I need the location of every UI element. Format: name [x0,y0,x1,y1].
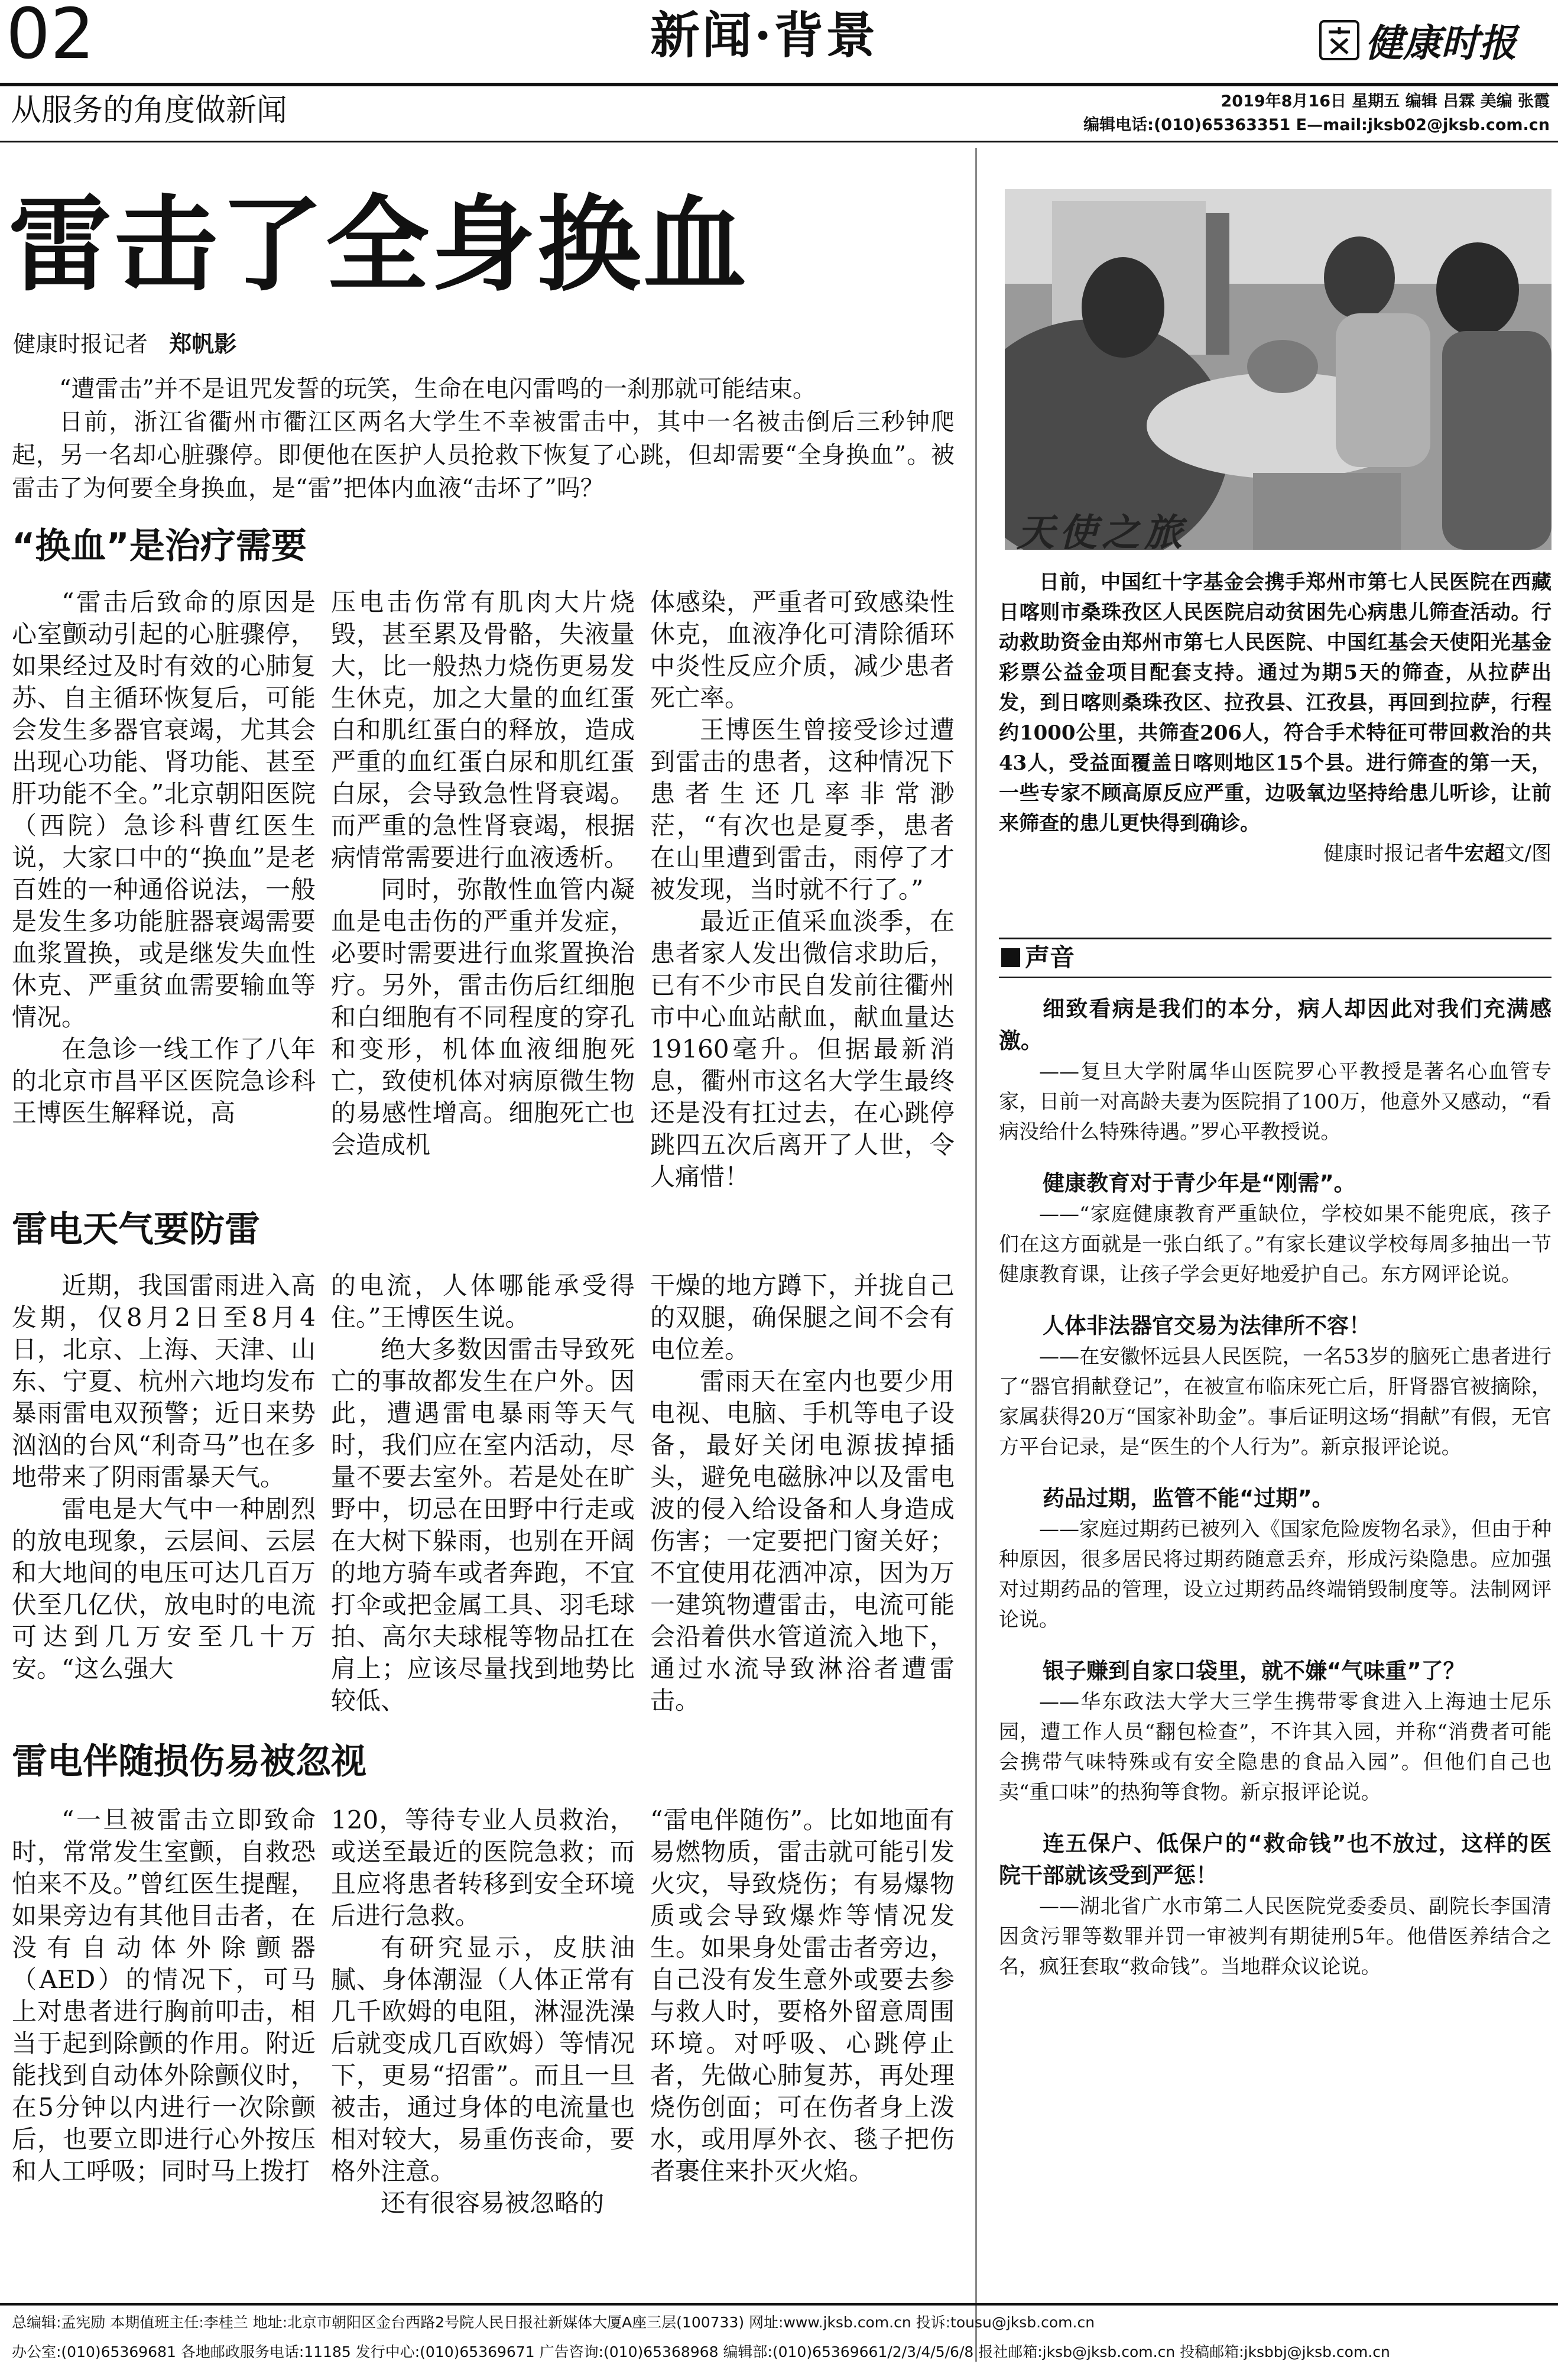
paragraph: 有研究显示，皮肤油腻、身体潮湿（人体正常有几千欧姆的电阻，淋湿洗澡后就变成几百欧姆）等情况下，更易“招雷”。而且一旦被击，通过身体的电流量也相对较大，易重伤丧命，要格外注意。 [331,1933,635,2186]
voice-body: ——华东政法大学大三学生携带零食进入上海迪士尼乐园，遭工作人员“翻包检查”，不许其入园，并称“消费者可能会携带气味特殊或有安全隐患的食品入园”。但他们自己也卖“重口味”的热狗等食物。新京报评论说。 [999,1690,1551,1804]
article-column [12,1270,316,1685]
voices-square-icon [1001,948,1020,967]
paragraph: “雷电伴随伤”。比如地面有易燃物质，雷击就可能引发火灾，导致烧伤；有易爆物质或会导致爆炸等情况发生。如果身处雷击者旁边，自己没有发生意外或要去参与救人时，要格外留意周围环境。对呼吸、心跳停止者，先做心肺复苏，再处理烧伤创面；可在伤者身上泼水，或用厚外衣、毯子把伤者裹住来扑灭火焰。 [650,1805,955,2186]
photo-credit [999,839,1551,869]
voices-top-rule [999,938,1551,939]
paragraph: “雷击后致命的原因是心室颤动引起的心脏骤停，如果经过及时有效的心肺复苏、自主循环恢复后，可能会发生多器官衰竭，尤其会出现心功能、肾功能、甚至肝功能不全。”北京朝阳医院（西院）急诊科曹红医生说，大家口中的“换血”是老百姓的一种通俗说法，一般是发生多功能脏器衰竭需要血浆置换，或是继发失血性休克、严重贫血需要输血等情况。 [12,588,316,1032]
voice-title: 药品过期，监管不能“过期”。 [1043,1486,1334,1511]
contact-info: 编辑电话:(010)65363351 E—mail:jksb02@jksb.com.cn [1083,116,1550,134]
voices-heading-text: 声音 [1025,943,1075,972]
paragraph: 压电击伤常有肌肉大片烧毁，甚至累及骨骼，失液量大，比一般热力烧伤更易发生休克，加之大量的血红蛋白和肌红蛋白的释放，造成严重的血红蛋白尿和肌红蛋白尿，会导致急性肾衰竭。而严重的急性肾衰竭，根据病情常需要进行血液透析。 [331,588,635,872]
paragraph: 在急诊一线工作了八年的北京市昌平区医院急诊科王博医生解释说，高 [12,1035,316,1127]
article-column [331,1804,635,2219]
voice-item [999,993,1551,1147]
paragraph: “一旦被雷击立即致命时，常常发生室颤，自救恐怕来不及。”曾红医生提醒，如果旁边有其他目击者，在没有自动体外除颤器（AED）的情况下，可马上对患者进行胸前叩击，相当于起到除颤的作用。附近能找到自动体外除颤仪时，在5分钟以内进行一次除颤后，也要立即进行心外按压和人工呼吸；同时马上拨打 [12,1805,316,2186]
article-column [650,586,955,1193]
footer-line-1: 总编辑:孟宪励 本期值班主任:李桂兰 地址:北京市朝阳区金台西路2号院人民日报社新媒体大厦A座三层(100733) 网址:www.jksb.com.cn 投诉:tousu@jksb.com.cn [12,2314,1095,2331]
slogan: 从服务的角度做新闻 [11,93,288,128]
voice-title: 人体非法器官交易为法律所不容！ [1043,1313,1371,1338]
paragraph: 最近正值采血淡季，在患者家人发出微信求助后，已有不少市民自发前往衢州市中心血站献血，献血量达19160毫升。但据最新消息，衢州市这名大学生最终还是没有扛过去，在心跳停跳四五次后离开了人世，令人痛惜！ [650,907,955,1191]
article-column [650,1804,955,2187]
voice-body: ——家庭过期药已被列入《国家危险废物名录》，但由于种种原因，很多居民将过期药随意丢弃，形成污染隐患。应加强对过期药品的管理，设立过期药品终端销毁制度等。法制网评论说。 [999,1518,1551,1632]
section-title: 新闻·背景 [650,6,878,64]
voice-body: ——在安徽怀远县人民医院，一名53岁的脑死亡患者进行了“器官捐献登记”，在被宣布临床死亡后，肝肾器官被摘除，家属获得20万“国家补助金”。事后证明这场“捐献”有假，无官方平台记录，是“医生的个人行为”。新京报评论说。 [999,1345,1551,1459]
page-number: 02 [6,0,95,74]
paragraph: 的电流，人体哪能承受得住。”王博医生说。 [331,1271,635,1332]
byline [13,326,236,362]
photo-caption-text: 日前，中国红十字基金会携手郑州市第七人民医院在西藏日喀则市桑珠孜区人民医院启动贫困先心病患儿筛查活动。行动救助资金由郑州市第七人民医院、中国红基会天使阳光基金彩票公益金项目配套支持。通过为期5天的筛查，从拉萨出发，到日喀则桑珠孜区、拉孜县、江孜县，再回到拉萨，行程约1000公里，共筛查206人，符合手术特征可带回救治的共43人，受益面覆盖日喀则地区15个县。进行筛查的第一天，一些专家不顾高原反应严重，边吸氧边坚持给患儿听诊，让前来筛查的患儿更快得到确诊。 [999,570,1551,835]
voices-list [999,993,1551,2002]
voices-heading [1001,940,1075,975]
byline-name: 郑帆影 [169,331,237,357]
section-heading: “换血”是治疗需要 [12,526,307,567]
paragraph: 干燥的地方蹲下，并拢自己的双腿，确保腿之间不会有电位差。 [650,1271,955,1364]
byline-label: 健康时报记者 [13,331,148,357]
column-divider [975,148,977,2362]
voice-body: ——复旦大学附属华山医院罗心平教授是著名心血管专家，日前一对高龄夫妻为医院捐了100万，他意外又感动，“看病没给什么特殊待遇。”罗心平教授说。 [999,1060,1551,1144]
voice-title: 连五保户、低保户的“救命钱”也不放过，这样的医院干部就该受到严惩！ [999,1831,1551,1888]
photo-sign-text: 天使之旅 [1017,511,1187,550]
article-column [12,1804,316,2187]
masthead-text: 健康时报 [1365,21,1517,66]
paragraph: 同时，弥散性血管内凝血是电击伤的严重并发症，必要时需要进行血浆置换治疗。另外，雷击伤后红细胞和白细胞有不同程度的穿孔和变形，机体血液细胞死亡，致使机体对病原微生物的易感性增高。细胞死亡也会造成机 [331,875,635,1159]
article-column [650,1270,955,1717]
voice-title: 银子赚到自家口袋里，就不嫌“气味重”了？ [1043,1658,1465,1684]
article-column [331,586,635,1161]
paragraph: 还有很容易被忽略的 [381,2188,605,2217]
paragraph: 体感染，严重者可致感染性休克，血液净化可清除循环中炎性反应介质，减少患者死亡率。 [650,588,955,712]
voice-item [999,1310,1551,1463]
article-column [331,1270,635,1717]
voice-body: ——湖北省广水市第二人民医院党委委员、副院长李国清因贪污罪等数罪并罚一审被判有期徒刑5年。他借医养结合之名，疯狂套取“救命钱”。当地群众议论说。 [999,1895,1551,1979]
lead-paragraphs [12,372,955,505]
logo-icon [1319,20,1359,60]
news-photo [1005,189,1551,550]
article-column [12,586,316,1129]
paragraph: 绝大多数因雷击导致死亡的事故都发生在户外。因此，遭遇雷电暴雨等天气时，我们应在室内活动，尽量不要去室外。若是处在旷野中，切忌在田野中行走或在大树下躲雨，也别在开阔的地方骑车或者奔跑，不宜打伞或把金属工具、羽毛球拍、高尔夫球棍等物品扛在肩上；应该尽量找到地势比较低、 [331,1335,635,1715]
photo-credit-suffix: 文/图 [1504,842,1551,865]
lead-paragraph: 日前，浙江省衢州市衢江区两名大学生不幸被雷击中，其中一名被击倒后三秒钟爬起，另一名却心脏骤停。即便他在医护人员抢救下恢复了心跳，但却需要“全身换血”。被雷击了为何要全身换血，是“雷”把体内血液“击坏了”吗？ [12,408,955,502]
paragraph: 雷雨天在室内也要少用电视、电脑、手机等电子设备，最好关闭电源拔掉插头，避免电磁脉冲以及雷电波的侵入给设备和人身造成伤害；一定要把门窗关好；不宜使用花洒冲凉，因为万一建筑物遭雷击，电流可能会沿着供水管道流入地下，通过水流导致淋浴者遭雷击。 [650,1367,955,1715]
masthead-logo [1319,18,1517,66]
lead-paragraph: “遭雷击”并不是诅咒发誓的玩笑，生命在电闪雷鸣的一刹那就可能结束。 [59,375,816,403]
paragraph: 近期，我国雷雨进入高发期，仅8月2日至8月4日，北京、上海、天津、山东、宁夏、杭州六地均发布暴雨雷电双预警；近日来势汹汹的台风“利奇马”也在多地带来了阴雨雷暴天气。 [12,1271,316,1491]
voice-item [999,1655,1551,1808]
paragraph: 王博医生曾接受诊过遭到雷击的患者，这种情况下患者生还几率非常渺茫，“有次也是夏季，患者在山里遭到雷击，雨停了才被发现，当时就不行了。” [650,715,955,904]
voice-body: ——“家庭健康教育严重缺位，学校如果不能兜底，孩子们在这方面就是一张白纸了。”有家长建议学校每周多抽出一节健康教育课，让孩子学会更好地爱护自己。东方网评论说。 [999,1202,1551,1286]
paragraph: 120，等待专业人员救治，或送至最近的医院急救；而且应将患者转移到安全环境后进行急救。 [331,1805,635,1930]
voice-title: 细致看病是我们的本分，病人却因此对我们充满感激。 [999,996,1551,1053]
photo-credit-label: 健康时报记者 [1323,842,1445,865]
voice-item [999,1483,1551,1635]
section-heading: 雷电伴随损伤易被忽视 [12,1741,366,1782]
photo-credit-name: 牛宏超 [1444,842,1505,865]
section-heading: 雷电天气要防雷 [12,1209,260,1250]
header-rule [0,83,1558,86]
paragraph: 雷电是大气中一种剧烈的放电现象，云层间、云层和大地间的电压可达几百万伏至几亿伏，放电时的电流可达到几万安至几十万安。“这么强大 [12,1494,316,1683]
footer-rule [0,2303,1558,2306]
voice-title: 健康教育对于青少年是“刚需”。 [1043,1170,1356,1196]
photo-caption [999,568,1551,869]
footer-line-2: 办公室:(010)65369681 各地邮政服务电话:11185 发行中心:(010)65369671 广告咨询:(010)65368968 编辑部:(010)65369661/2/3/4/5/6/8 报社邮箱:jksb@jksb.com.cn 投稿邮箱:jksbbj@jksb.com.cn [12,2343,1390,2360]
voice-item [999,1828,1551,1982]
date-editors: 2019年8月16日 星期五 编辑 吕霖 美编 张霞 [1221,92,1550,111]
header-thin-rule [0,141,1558,142]
headline: 雷击了全身换血 [8,184,749,306]
voices-bottom-rule [999,977,1551,978]
voice-item [999,1168,1551,1290]
